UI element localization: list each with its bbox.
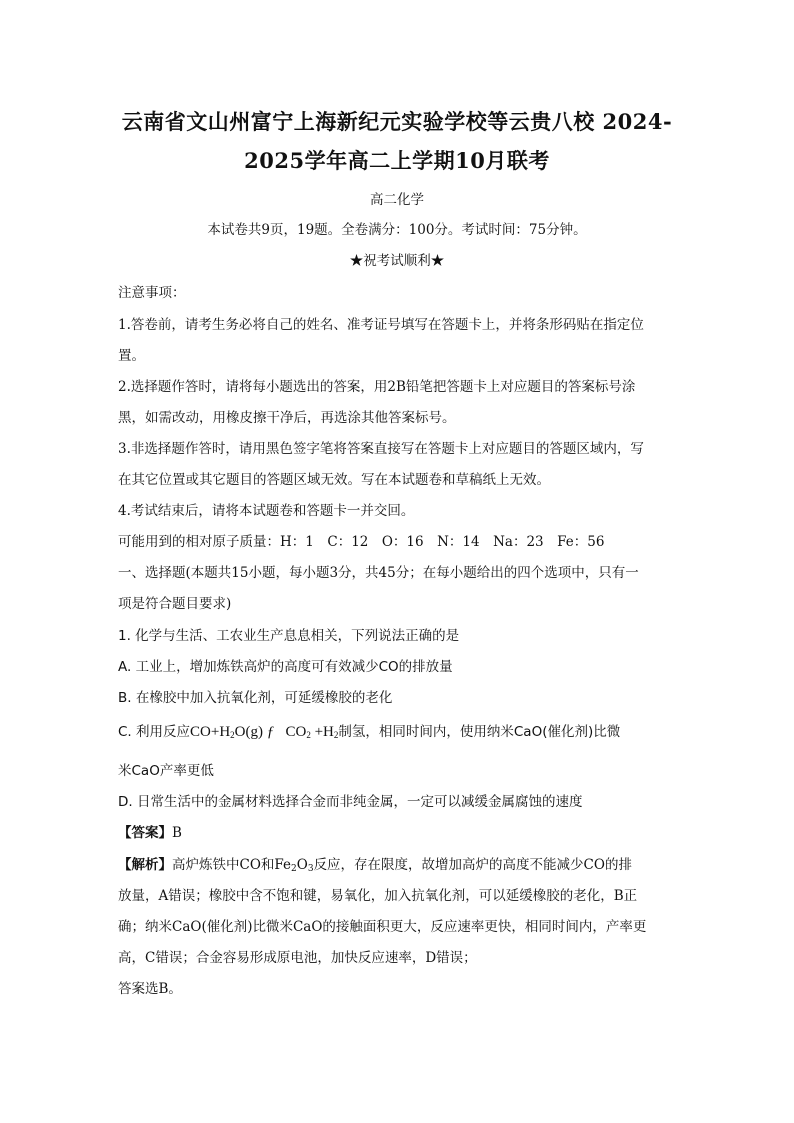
eq-right-2: +H	[314, 724, 334, 740]
analysis-text-1b: O	[296, 857, 308, 873]
analysis-line-1	[118, 853, 632, 873]
analysis-line-5: 答案选B。	[118, 981, 182, 997]
question-1-stem: 1. 化学与生活、工农业生产息息相关，下列说法正确的是	[118, 628, 460, 644]
note-3-line-1: 3.非选择题作答时，请用黑色签字笔将答案直接写在答题卡上对应题目的答题区域内，写	[118, 441, 644, 457]
option-c-prefix: C. 利用反应	[118, 724, 191, 740]
analysis-line-4: 高，C错误；合金容易形成原电池，加快反应速率，D错误；	[118, 950, 477, 966]
section-1-line-1: 一、选择题(本题共15小题，每小题3分，共45分；在每小题给出的四个选项中，只有一	[118, 565, 639, 581]
notes-heading: 注意事项：	[118, 285, 186, 301]
question-1-option-c-line-1	[118, 720, 620, 741]
subject-label: 高二化学	[370, 192, 424, 208]
eq-sub-2: 2	[306, 730, 311, 740]
wish-line: ★祝考试顺利★	[349, 253, 445, 269]
analysis-text-1a: 高炉炼铁中CO和Fe	[172, 857, 292, 873]
exam-info: 本试卷共9页，19题。全卷满分：100分。考试时间：75分钟。	[207, 222, 587, 238]
note-1-line-1: 1.答卷前，请考生务必将自己的姓名、准考证号填写在答题卡上，并将条形码贴在指定位	[118, 317, 644, 333]
question-1-option-b: B. 在橡胶中加入抗氧化剂，可延缓橡胶的老化	[118, 690, 393, 706]
eq-sub-3: 2	[333, 730, 339, 740]
option-c-suffix: 制氢，相同时间内，使用纳米CaO(催化剂)比微	[338, 724, 621, 740]
title-line-1: 云南省文山州富宁上海新纪元实验学校等云贵八校 2024-	[121, 109, 673, 134]
eq-mid: O(g)	[234, 724, 263, 740]
analysis-text-1c: 反应，存在限度，故增加高炉的高度不能减少CO的排	[313, 857, 632, 873]
eq-right-1: CO	[285, 724, 307, 740]
answer-label: 【答案】	[118, 825, 172, 841]
reaction-equation	[190, 724, 338, 740]
title-line-2: 2025学年高二上学期10月联考	[244, 148, 550, 173]
question-1-option-a: A. 工业上，增加炼铁高炉的高度可有效减少CO的排放量	[118, 659, 453, 675]
question-1-option-c-line-2: 米CaO产率更低	[118, 763, 214, 779]
analysis-sub-1: 2	[291, 864, 297, 874]
note-4: 4.考试结束后，请将本试题卷和答题卡一并交回。	[118, 503, 415, 519]
atomic-masses: 可能用到的相对原子质量：H：1 C：12 O：16 N：14 Na：23 Fe：56	[118, 534, 605, 550]
analysis-line-2: 放量，A错误；橡胶中含不饱和键，易氧化，加入抗氧化剂，可以延缓橡胶的老化，B正	[118, 888, 638, 904]
analysis-label: 【解析】	[118, 857, 172, 873]
note-2-line-2: 黑，如需改动，用橡皮擦干净后，再选涂其他答案标号。	[118, 410, 456, 426]
analysis-line-3: 确；纳米CaO(催化剂)比微米CaO的接触面积更大，反应速率更快，相同时间内，产率更	[118, 919, 647, 935]
analysis-sub-2: 3	[307, 864, 314, 874]
note-1-line-2: 置。	[118, 348, 145, 364]
note-2-line-1: 2.选择题作答时，请将每小题选出的答案，用2B铅笔把答题卡上对应题目的答案标号涂	[118, 379, 636, 395]
answer-value: B	[172, 825, 182, 841]
eq-sub-1: 2	[230, 730, 235, 740]
section-1-line-2: 项是符合题目要求)	[118, 596, 232, 612]
eq-left: CO+H	[190, 724, 231, 740]
note-3-line-2: 在其它位置或其它题目的答题区域无效。写在本试题卷和草稿纸上无效。	[118, 472, 550, 488]
equilibrium-arrow-glyph: ƒ	[266, 724, 275, 740]
question-1-option-d: D. 日常生活中的金属材料选择合金而非纯金属，一定可以减缓金属腐蚀的速度	[118, 794, 583, 810]
answer-line	[118, 821, 182, 841]
